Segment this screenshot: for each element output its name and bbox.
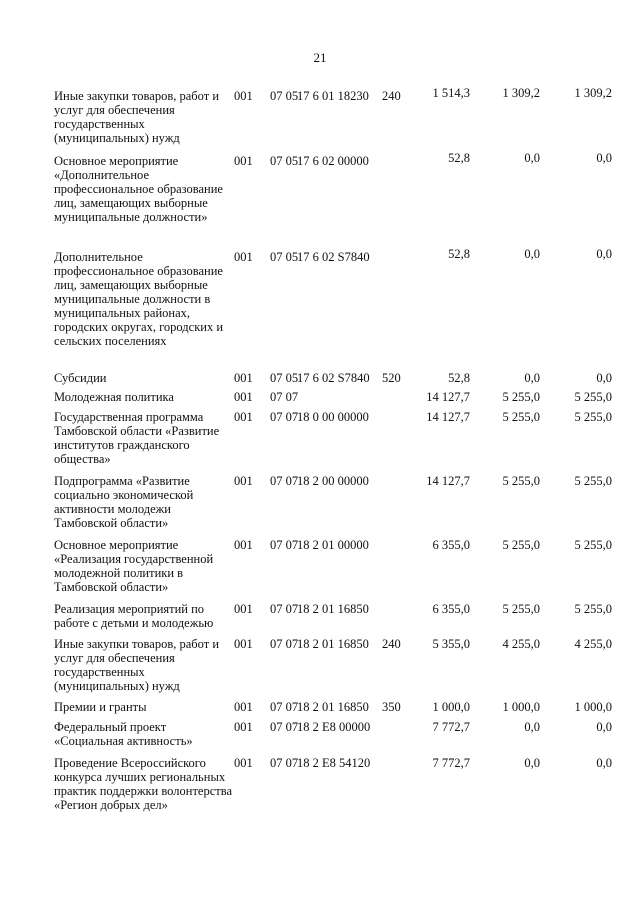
program-code: 17 6 02 00000 (297, 154, 369, 168)
value-col-1: 52,8 (448, 151, 470, 165)
program-code: 18 2 E8 00000 (297, 720, 371, 734)
program-code: 17 6 02 S7840 (297, 371, 370, 385)
value-col-3: 1 000,0 (574, 700, 612, 714)
value-col-2: 0,0 (524, 756, 540, 770)
program-code: 18 2 01 16850 (297, 637, 369, 651)
program-code: 17 6 01 18230 (297, 89, 369, 103)
value-col-3: 5 255,0 (574, 410, 612, 424)
value-col-3: 0,0 (596, 151, 612, 165)
ministry-code: 001 (234, 602, 253, 616)
section-code: 07 07 (270, 410, 299, 424)
expense-kind-code: 520 (382, 371, 401, 385)
ministry-code: 001 (234, 89, 253, 103)
value-col-2: 5 255,0 (502, 538, 540, 552)
program-code: 18 2 01 16850 (297, 700, 369, 714)
value-col-3: 0,0 (596, 247, 612, 261)
program-code: 18 2 01 00000 (297, 538, 369, 552)
ministry-code: 001 (234, 410, 253, 424)
value-col-1: 1 000,0 (432, 700, 470, 714)
value-col-3: 1 309,2 (574, 86, 612, 100)
row-name: Проведение Всероссийского конкурса лучших региональных практик поддержки волонтерства «Регион добрых дел» (54, 756, 233, 812)
ministry-code: 001 (234, 390, 253, 404)
value-col-2: 1 000,0 (502, 700, 540, 714)
value-col-1: 14 127,7 (426, 390, 470, 404)
row-name: Дополнительное профессиональное образование лиц, замещающих выборные муниципальные должности в муниципальных районах, городских округах, городских и сельских поселениях (54, 250, 224, 348)
program-code: 18 0 00 00000 (297, 410, 369, 424)
value-col-1: 6 355,0 (432, 538, 470, 552)
value-col-2: 0,0 (524, 151, 540, 165)
ministry-code: 001 (234, 756, 253, 770)
value-col-3: 5 255,0 (574, 602, 612, 616)
section-code: 07 07 (270, 474, 299, 488)
value-col-3: 5 255,0 (574, 474, 612, 488)
value-col-3: 0,0 (596, 371, 612, 385)
row-name: Молодежная политика (54, 390, 174, 404)
value-col-1: 6 355,0 (432, 602, 470, 616)
value-col-1: 1 514,3 (432, 86, 470, 100)
ministry-code: 001 (234, 637, 253, 651)
row-name: Основное мероприятие «Реализация государственной молодежной политики в Тамбовской области» (54, 538, 214, 594)
value-col-3: 0,0 (596, 720, 612, 734)
program-code: 18 2 E8 54120 (297, 756, 371, 770)
section-code: 07 05 (270, 371, 299, 385)
value-col-2: 5 255,0 (502, 410, 540, 424)
expense-kind-code: 240 (382, 637, 401, 651)
value-col-1: 14 127,7 (426, 410, 470, 424)
row-name: Реализация мероприятий по работе с детьми и молодежью (54, 602, 214, 630)
row-name: Государственная программа Тамбовской области «Развитие институтов гражданского общества» (54, 410, 220, 466)
row-name: Иные закупки товаров, работ и услуг для обеспечения государственных (муниципальных) нужд (54, 89, 220, 145)
value-col-1: 7 772,7 (432, 756, 470, 770)
value-col-3: 4 255,0 (574, 637, 612, 651)
ministry-code: 001 (234, 250, 253, 264)
ministry-code: 001 (234, 474, 253, 488)
value-col-2: 1 309,2 (502, 86, 540, 100)
value-col-2: 0,0 (524, 247, 540, 261)
row-name: Основное мероприятие «Дополнительное профессиональное образование лиц, замещающих выборные муниципальные должности» (54, 154, 223, 224)
value-col-3: 0,0 (596, 756, 612, 770)
row-name: Иные закупки товаров, работ и услуг для обеспечения государственных (муниципальных) нужд (54, 637, 220, 693)
ministry-code: 001 (234, 371, 253, 385)
program-code: 18 2 00 00000 (297, 474, 369, 488)
section-code: 07 05 (270, 154, 299, 168)
section-code: 07 07 (270, 538, 299, 552)
ministry-code: 001 (234, 538, 253, 552)
expense-kind-code: 240 (382, 89, 401, 103)
section-code: 07 07 (270, 390, 299, 404)
ministry-code: 001 (234, 720, 253, 734)
section-code: 07 07 (270, 756, 299, 770)
value-col-2: 5 255,0 (502, 390, 540, 404)
program-code: 18 2 01 16850 (297, 602, 369, 616)
value-col-1: 52,8 (448, 247, 470, 261)
value-col-2: 5 255,0 (502, 602, 540, 616)
value-col-2: 4 255,0 (502, 637, 540, 651)
section-code: 07 05 (270, 89, 299, 103)
section-code: 07 07 (270, 602, 299, 616)
row-name: Федеральный проект «Социальная активность» (54, 720, 193, 748)
value-col-3: 5 255,0 (574, 538, 612, 552)
ministry-code: 001 (234, 700, 253, 714)
value-col-1: 14 127,7 (426, 474, 470, 488)
row-name: Премии и гранты (54, 700, 147, 714)
value-col-2: 0,0 (524, 371, 540, 385)
section-code: 07 07 (270, 700, 299, 714)
section-code: 07 07 (270, 637, 299, 651)
page-number: 21 (313, 50, 327, 65)
value-col-1: 5 355,0 (432, 637, 470, 651)
row-name: Подпрограмма «Развитие социально экономической активности молодежи Тамбовской области» (54, 474, 194, 530)
value-col-2: 5 255,0 (502, 474, 540, 488)
value-col-1: 52,8 (448, 371, 470, 385)
row-name: Субсидии (54, 371, 107, 385)
value-col-1: 7 772,7 (432, 720, 470, 734)
ministry-code: 001 (234, 154, 253, 168)
program-code: 17 6 02 S7840 (297, 250, 370, 264)
value-col-3: 5 255,0 (574, 390, 612, 404)
value-col-2: 0,0 (524, 720, 540, 734)
expense-kind-code: 350 (382, 700, 401, 714)
section-code: 07 07 (270, 720, 299, 734)
section-code: 07 05 (270, 250, 299, 264)
